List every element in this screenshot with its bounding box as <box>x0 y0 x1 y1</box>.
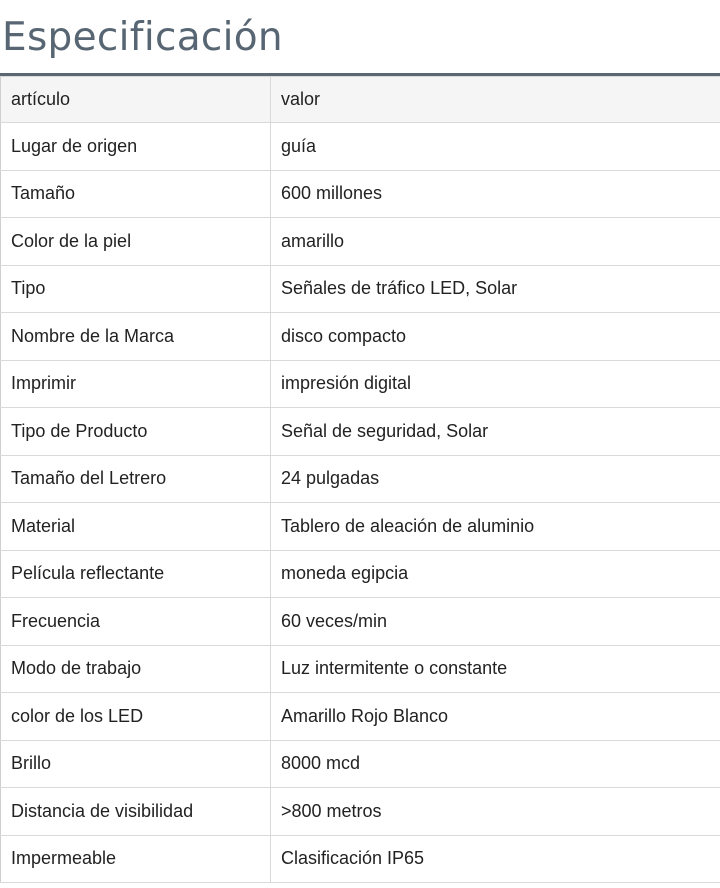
table-row <box>1 550 720 598</box>
table-row <box>1 503 720 551</box>
row-label: Tamaño <box>1 170 271 218</box>
table-row <box>1 313 720 361</box>
row-label: Tipo de Producto <box>1 408 271 456</box>
row-value: moneda egipcia <box>271 550 720 598</box>
row-value: 60 veces/min <box>271 598 720 646</box>
row-label: Brillo <box>1 740 271 788</box>
row-label: Impermeable <box>1 835 271 883</box>
row-label: Modo de trabajo <box>1 645 271 693</box>
page-title: Especificación <box>2 15 283 60</box>
table-row <box>1 645 720 693</box>
header-cell-value: valor <box>271 77 720 123</box>
row-value: amarillo <box>271 218 720 266</box>
header-cell-item: artículo <box>1 77 271 123</box>
row-label: Tipo <box>1 265 271 313</box>
row-value: Luz intermitente o constante <box>271 645 720 693</box>
table-row <box>1 455 720 503</box>
row-label: Película reflectante <box>1 550 271 598</box>
table-row <box>1 740 720 788</box>
table-row <box>1 265 720 313</box>
row-label: Color de la piel <box>1 218 271 266</box>
row-value: guía <box>271 123 720 171</box>
table-row <box>1 123 720 171</box>
row-value: Señal de seguridad, Solar <box>271 408 720 456</box>
row-value: impresión digital <box>271 360 720 408</box>
table-row <box>1 360 720 408</box>
row-value: >800 metros <box>271 788 720 836</box>
table-header-row <box>1 77 720 123</box>
table-row <box>1 598 720 646</box>
row-label: Distancia de visibilidad <box>1 788 271 836</box>
row-label: Material <box>1 503 271 551</box>
row-label: Tamaño del Letrero <box>1 455 271 503</box>
row-value: 8000 mcd <box>271 740 720 788</box>
table-row <box>1 408 720 456</box>
row-value: disco compacto <box>271 313 720 361</box>
row-value: Amarillo Rojo Blanco <box>271 693 720 741</box>
row-value: Clasificación IP65 <box>271 835 720 883</box>
row-label: Frecuencia <box>1 598 271 646</box>
row-value: Tablero de aleación de aluminio <box>271 503 720 551</box>
table-row <box>1 693 720 741</box>
row-value: 24 pulgadas <box>271 455 720 503</box>
table-row <box>1 835 720 883</box>
row-label: Nombre de la Marca <box>1 313 271 361</box>
row-label: Imprimir <box>1 360 271 408</box>
table-row <box>1 170 720 218</box>
specification-table <box>0 76 720 883</box>
table-row <box>1 218 720 266</box>
row-label: Lugar de origen <box>1 123 271 171</box>
row-label: color de los LED <box>1 693 271 741</box>
row-value: 600 millones <box>271 170 720 218</box>
table-row <box>1 788 720 836</box>
row-value: Señales de tráfico LED, Solar <box>271 265 720 313</box>
